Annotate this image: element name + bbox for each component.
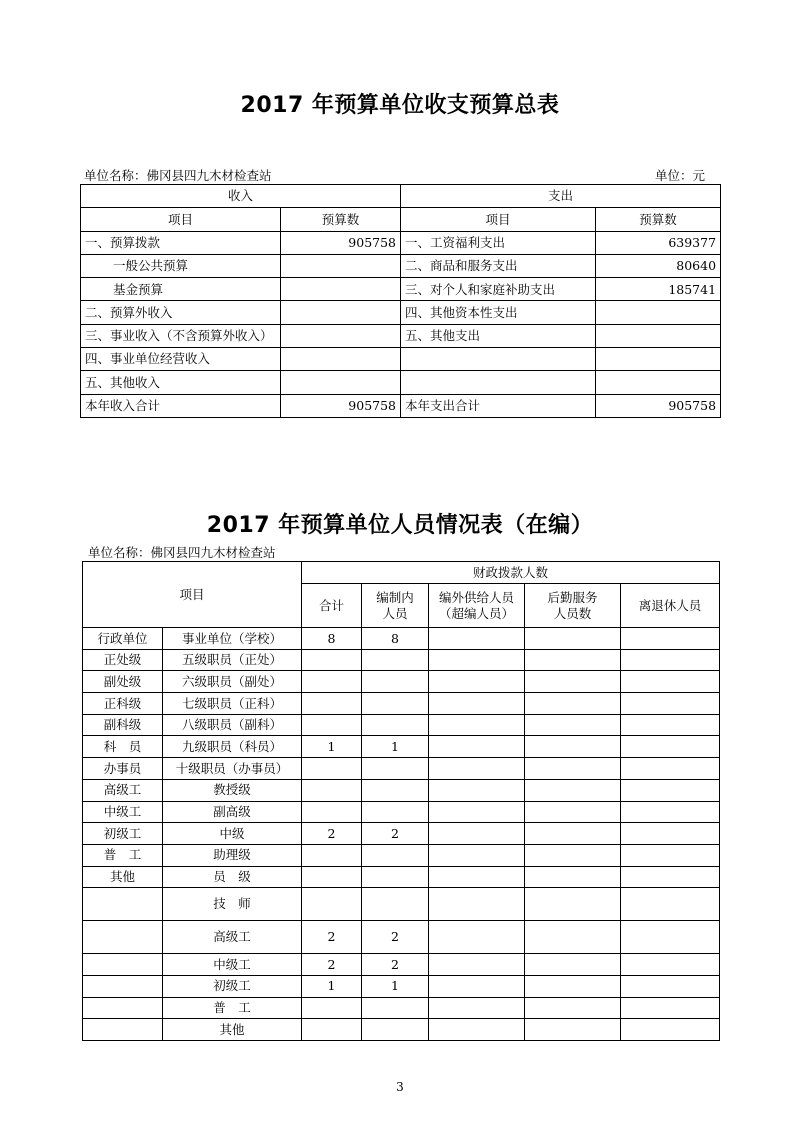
service-staff-cell	[525, 758, 621, 780]
total-cell	[302, 758, 362, 780]
total-cell: 2	[302, 823, 362, 845]
total-cell: 8	[302, 628, 362, 650]
staff-row	[83, 997, 720, 1019]
staff-row	[83, 921, 720, 954]
category-cell	[83, 921, 163, 954]
grade-cell: 九级职员（科员）	[163, 736, 302, 758]
staff-cell	[362, 714, 429, 736]
grade-cell: 中级工	[163, 954, 302, 976]
category-cell: 正处级	[83, 649, 163, 671]
budget-row	[81, 324, 721, 347]
total-cell	[302, 844, 362, 866]
service-staff-cell	[525, 801, 621, 823]
retired-cell	[621, 997, 720, 1019]
extra-staff-cell	[429, 628, 525, 650]
retired-cell	[621, 866, 720, 888]
income-item-cell: 基金预算	[81, 278, 281, 301]
staff-row	[83, 693, 720, 715]
total-cell	[302, 997, 362, 1019]
retired-cell	[621, 888, 720, 921]
staff-cell	[362, 844, 429, 866]
staff-row	[83, 866, 720, 888]
staff-cell	[362, 649, 429, 671]
income-value-cell	[281, 371, 401, 394]
extra-staff-cell	[429, 975, 525, 997]
staff-row	[83, 671, 720, 693]
category-cell: 中级工	[83, 801, 163, 823]
service-staff-cell	[525, 975, 621, 997]
category-cell	[83, 997, 163, 1019]
staff-cell: 2	[362, 954, 429, 976]
staff-row	[83, 758, 720, 780]
page-number: 3	[396, 1080, 404, 1094]
category-cell: 正科级	[83, 693, 163, 715]
extra-staff-cell	[429, 714, 525, 736]
extra-staff-header	[429, 584, 525, 628]
service-staff-cell	[525, 1019, 621, 1041]
total-cell	[302, 888, 362, 921]
total-cell	[302, 714, 362, 736]
staff-row	[83, 954, 720, 976]
category-cell: 办事员	[83, 758, 163, 780]
extra-staff-cell	[429, 801, 525, 823]
expense-value-cell	[596, 348, 721, 371]
staff-row	[83, 649, 720, 671]
category-cell: 高级工	[83, 779, 163, 801]
grade-cell: 助理级	[163, 844, 302, 866]
service-staff-cell	[525, 649, 621, 671]
retired-cell	[621, 921, 720, 954]
category-cell: 初级工	[83, 823, 163, 845]
expense-item-header: 项目	[401, 208, 596, 231]
grade-cell: 八级职员（副科）	[163, 714, 302, 736]
grade-cell: 初级工	[163, 975, 302, 997]
service-staff-cell	[525, 954, 621, 976]
budget-row	[81, 371, 721, 394]
expense-value-cell	[596, 324, 721, 347]
income-header: 收入	[81, 185, 401, 208]
grade-cell: 其他	[163, 1019, 302, 1041]
retired-cell	[621, 801, 720, 823]
expense-value-cell: 905758	[596, 394, 721, 417]
staff-cell	[362, 888, 429, 921]
staff-cell: 2	[362, 921, 429, 954]
expense-item-cell: 二、商品和服务支出	[401, 254, 596, 277]
staff-row	[83, 1019, 720, 1041]
retired-cell	[621, 671, 720, 693]
category-cell: 科 员	[83, 736, 163, 758]
category-cell	[83, 954, 163, 976]
subheader-row	[81, 208, 721, 231]
service-staff-cell	[525, 671, 621, 693]
category-cell	[83, 888, 163, 921]
total-cell	[302, 801, 362, 823]
retired-cell	[621, 649, 720, 671]
income-value-cell	[281, 278, 401, 301]
retired-cell	[621, 714, 720, 736]
staff-row	[83, 975, 720, 997]
staff-row	[83, 801, 720, 823]
retired-cell	[621, 693, 720, 715]
service-staff-header	[525, 584, 621, 628]
grade-cell: 十级职员（办事员）	[163, 758, 302, 780]
income-item-cell: 一、预算拨款	[81, 231, 281, 254]
income-item-cell: 本年收入合计	[81, 394, 281, 417]
unit-name-label-2: 单位名称：佛冈县四九木材检查站	[88, 545, 276, 560]
staff-cell	[362, 779, 429, 801]
service-staff-cell	[525, 997, 621, 1019]
income-item-cell: 一般公共预算	[81, 254, 281, 277]
header-row	[81, 185, 721, 208]
staff-header	[362, 584, 429, 628]
grade-cell: 教授级	[163, 779, 302, 801]
service-header-line2: 人员数	[553, 605, 592, 621]
staff-cell	[362, 801, 429, 823]
category-cell	[83, 1019, 163, 1041]
service-staff-cell	[525, 844, 621, 866]
total-cell	[302, 693, 362, 715]
income-value-cell	[281, 324, 401, 347]
total-cell	[302, 671, 362, 693]
category-cell: 行政单位	[83, 628, 163, 650]
staff-header-line1: 编制内	[376, 589, 414, 605]
total-cell: 2	[302, 954, 362, 976]
extra-staff-cell	[429, 736, 525, 758]
extra-staff-cell	[429, 1019, 525, 1041]
item-header: 项目	[83, 562, 302, 628]
expense-item-cell: 五、其他支出	[401, 324, 596, 347]
expense-header: 支出	[401, 185, 721, 208]
total-cell: 1	[302, 975, 362, 997]
income-item-cell: 四、事业单位经营收入	[81, 348, 281, 371]
total-cell	[302, 1019, 362, 1041]
staff-row	[83, 823, 720, 845]
income-value-cell	[281, 254, 401, 277]
staff-row	[83, 736, 720, 758]
total-cell	[302, 649, 362, 671]
retired-header: 离退休人员	[621, 584, 720, 628]
extra-staff-cell	[429, 866, 525, 888]
extra-staff-cell	[429, 649, 525, 671]
expense-item-cell: 一、工资福利支出	[401, 231, 596, 254]
expense-value-cell	[596, 301, 721, 324]
grade-cell: 普 工	[163, 997, 302, 1019]
extra-staff-cell	[429, 779, 525, 801]
income-value-cell: 905758	[281, 231, 401, 254]
extra-staff-cell	[429, 693, 525, 715]
income-budget-header: 预算数	[281, 208, 401, 231]
service-staff-cell	[525, 736, 621, 758]
grade-cell: 副高级	[163, 801, 302, 823]
grade-cell: 高级工	[163, 921, 302, 954]
expense-budget-header: 预算数	[596, 208, 721, 231]
expense-item-cell	[401, 348, 596, 371]
extra-staff-cell	[429, 997, 525, 1019]
grade-cell: 五级职员（正处）	[163, 649, 302, 671]
total-header: 合计	[302, 584, 362, 628]
header-row	[83, 562, 720, 584]
staff-cell	[362, 693, 429, 715]
service-staff-cell	[525, 888, 621, 921]
budget-summary-table	[80, 184, 721, 418]
expense-item-cell: 本年支出合计	[401, 394, 596, 417]
service-staff-cell	[525, 866, 621, 888]
staff-row	[83, 779, 720, 801]
total-cell	[302, 866, 362, 888]
staffing-table	[82, 561, 720, 1041]
extra-staff-cell	[429, 888, 525, 921]
retired-cell	[621, 628, 720, 650]
service-staff-cell	[525, 714, 621, 736]
extra-header-line2: （超编人员）	[439, 605, 515, 621]
category-cell: 普 工	[83, 844, 163, 866]
service-staff-cell	[525, 779, 621, 801]
grade-cell: 七级职员（正科）	[163, 693, 302, 715]
category-cell	[83, 975, 163, 997]
budget-row	[81, 348, 721, 371]
expense-item-cell: 三、对个人和家庭补助支出	[401, 278, 596, 301]
extra-staff-cell	[429, 671, 525, 693]
category-cell: 其他	[83, 866, 163, 888]
staff-cell: 8	[362, 628, 429, 650]
income-value-cell: 905758	[281, 394, 401, 417]
staff-cell	[362, 866, 429, 888]
extra-staff-cell	[429, 758, 525, 780]
total-cell: 2	[302, 921, 362, 954]
budget-row	[81, 231, 721, 254]
total-cell	[302, 779, 362, 801]
extra-header-line1: 编外供给人员	[439, 589, 515, 605]
staff-row	[83, 888, 720, 921]
staffing-title: 2017 年预算单位人员情况表（在编）	[206, 513, 594, 538]
extra-staff-cell	[429, 921, 525, 954]
staff-cell	[362, 997, 429, 1019]
expense-item-cell	[401, 371, 596, 394]
service-staff-cell	[525, 628, 621, 650]
expense-value-cell: 80640	[596, 254, 721, 277]
budget-row	[81, 394, 721, 417]
budget-row	[81, 278, 721, 301]
staff-row	[83, 844, 720, 866]
service-staff-cell	[525, 693, 621, 715]
staff-cell	[362, 671, 429, 693]
staff-cell: 1	[362, 975, 429, 997]
extra-staff-cell	[429, 844, 525, 866]
retired-cell	[621, 736, 720, 758]
income-item-cell: 二、预算外收入	[81, 301, 281, 324]
staff-cell: 1	[362, 736, 429, 758]
income-item-header: 项目	[81, 208, 281, 231]
category-cell: 副科级	[83, 714, 163, 736]
staff-cell	[362, 1019, 429, 1041]
retired-cell	[621, 954, 720, 976]
budget-row	[81, 254, 721, 277]
staff-cell: 2	[362, 823, 429, 845]
category-cell: 副处级	[83, 671, 163, 693]
budget-summary-title: 2017 年预算单位收支预算总表	[240, 93, 560, 118]
income-item-cell: 五、其他收入	[81, 371, 281, 394]
expense-value-cell	[596, 371, 721, 394]
unit-name-label: 单位名称：佛冈县四九木材检查站	[84, 168, 272, 183]
retired-cell	[621, 758, 720, 780]
retired-cell	[621, 779, 720, 801]
grade-cell: 事业单位（学校）	[163, 628, 302, 650]
staff-row	[83, 628, 720, 650]
total-cell: 1	[302, 736, 362, 758]
retired-cell	[621, 975, 720, 997]
grade-cell: 六级职员（副处）	[163, 671, 302, 693]
staff-row	[83, 714, 720, 736]
income-value-cell	[281, 348, 401, 371]
extra-staff-cell	[429, 954, 525, 976]
staff-cell	[362, 758, 429, 780]
service-staff-cell	[525, 823, 621, 845]
expense-value-cell: 185741	[596, 278, 721, 301]
currency-unit-label: 单位：元	[654, 168, 705, 183]
retired-cell	[621, 844, 720, 866]
extra-staff-cell	[429, 823, 525, 845]
income-item-cell: 三、事业收入（不含预算外收入）	[81, 324, 281, 347]
staff-header-line2: 人员	[382, 605, 408, 621]
grade-cell: 技 师	[163, 888, 302, 921]
expense-value-cell: 639377	[596, 231, 721, 254]
expense-item-cell: 四、其他资本性支出	[401, 301, 596, 324]
budget-row	[81, 301, 721, 324]
retired-cell	[621, 823, 720, 845]
service-header-line1: 后勤服务	[547, 589, 598, 605]
grade-cell: 中级	[163, 823, 302, 845]
retired-cell	[621, 1019, 720, 1041]
grade-cell: 员 级	[163, 866, 302, 888]
fiscal-staff-header: 财政拨款人数	[302, 562, 720, 584]
service-staff-cell	[525, 921, 621, 954]
income-value-cell	[281, 301, 401, 324]
